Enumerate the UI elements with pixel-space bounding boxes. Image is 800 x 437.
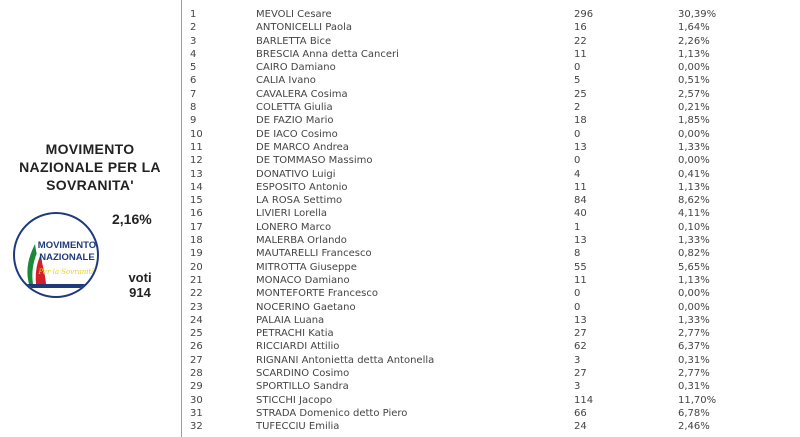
table-row xyxy=(182,8,800,21)
candidate-number: 21 xyxy=(190,274,203,286)
candidate-votes: 13 xyxy=(574,141,587,153)
table-row xyxy=(182,221,800,234)
candidate-percent: 0,82% xyxy=(678,248,710,260)
party-name: MOVIMENTO NAZIONALE PER LA SOVRANITA' xyxy=(19,141,161,193)
candidate-number: 16 xyxy=(190,208,203,220)
table-row xyxy=(182,154,800,167)
candidate-percent: 0,00% xyxy=(678,155,710,167)
candidate-name: MEVOLI Cesare xyxy=(256,9,332,20)
candidate-votes: 1 xyxy=(574,221,581,233)
candidate-percent: 1,33% xyxy=(678,314,710,326)
candidate-votes: 11 xyxy=(574,274,587,286)
candidate-number: 9 xyxy=(190,115,197,127)
candidate-name: SCARDINO Cosimo xyxy=(256,368,350,380)
table-row xyxy=(182,48,800,61)
candidate-votes: 4 xyxy=(574,168,581,180)
table-row xyxy=(182,394,800,407)
candidate-number: 18 xyxy=(190,235,203,247)
candidate-percent: 8,62% xyxy=(678,195,710,207)
candidate-name: COLETTA Giulia xyxy=(256,102,333,114)
candidate-number: 17 xyxy=(190,221,203,233)
logo-text-nazionale: NAZIONALE xyxy=(39,252,95,263)
candidate-votes: 2 xyxy=(574,102,581,114)
candidate-name: NOCERINO Gaetano xyxy=(256,301,356,313)
candidate-name: CALIA Ivano xyxy=(256,75,316,87)
candidate-percent: 2,57% xyxy=(678,88,710,100)
candidate-number: 4 xyxy=(190,48,197,60)
table-row xyxy=(182,35,800,48)
candidate-percent: 1,33% xyxy=(678,141,710,153)
table-row xyxy=(182,141,800,154)
candidate-votes: 27 xyxy=(574,368,587,380)
party-votes xyxy=(120,270,160,300)
candidate-votes: 3 xyxy=(574,381,581,393)
table-row xyxy=(182,61,800,74)
candidate-percent: 0,00% xyxy=(678,62,710,74)
candidate-percent: 6,78% xyxy=(678,407,710,419)
candidate-number: 8 xyxy=(190,102,197,114)
candidate-percent: 0,31% xyxy=(678,354,710,366)
candidate-votes: 0 xyxy=(574,301,581,313)
candidate-percent: 1,85% xyxy=(678,115,710,127)
table-row xyxy=(182,207,800,220)
candidate-percent: 2,26% xyxy=(678,35,710,47)
candidate-name: MONACO Damiano xyxy=(256,274,350,286)
candidate-percent: 0,00% xyxy=(678,288,710,300)
candidate-name: STRADA Domenico detto Piero xyxy=(256,407,408,419)
table-row xyxy=(182,261,800,274)
votes-count: 914 xyxy=(129,285,151,300)
table-row xyxy=(182,327,800,340)
table-row xyxy=(182,74,800,87)
candidate-number: 26 xyxy=(190,341,203,353)
candidate-votes: 8 xyxy=(574,248,581,260)
candidate-number: 27 xyxy=(190,354,203,366)
party-logo xyxy=(13,212,99,298)
table-row xyxy=(182,287,800,300)
candidate-number: 11 xyxy=(190,141,203,153)
candidate-name: MAUTARELLI Francesco xyxy=(256,248,372,260)
candidate-name: TUFECCIU Emilia xyxy=(256,421,340,433)
candidate-name: SPORTILLO Sandra xyxy=(256,381,349,393)
candidate-number: 5 xyxy=(190,62,197,74)
candidate-number: 6 xyxy=(190,75,197,87)
party-logo-image xyxy=(15,214,97,296)
candidate-number: 15 xyxy=(190,195,203,207)
logo-text-movimento: MOVIMENTO xyxy=(37,240,97,251)
candidate-votes: 22 xyxy=(574,35,587,47)
candidate-number: 19 xyxy=(190,248,203,260)
candidate-number: 30 xyxy=(190,394,203,406)
candidate-percent: 1,64% xyxy=(678,22,710,34)
candidate-percent: 0,10% xyxy=(678,221,710,233)
candidate-votes: 3 xyxy=(574,354,581,366)
candidate-name: DE FAZIO Mario xyxy=(256,115,334,127)
candidate-name: PETRACHI Katia xyxy=(256,328,334,340)
candidate-percent: 1,13% xyxy=(678,274,710,286)
candidate-number: 25 xyxy=(190,328,203,340)
candidate-percent: 0,41% xyxy=(678,168,710,180)
candidate-name: DE MARCO Andrea xyxy=(256,141,349,153)
table-row xyxy=(182,234,800,247)
candidate-name: DONATIVO Luigi xyxy=(256,168,336,180)
table-row xyxy=(182,301,800,314)
candidate-votes: 16 xyxy=(574,22,587,34)
candidate-number: 1 xyxy=(190,9,197,20)
candidate-name: LA ROSA Settimo xyxy=(256,195,343,207)
candidate-percent: 4,11% xyxy=(678,208,710,220)
table-row xyxy=(182,114,800,127)
candidate-votes: 66 xyxy=(574,407,587,419)
logo-text-script: Per la Sovranità xyxy=(38,268,96,276)
candidate-name: ANTONICELLI Paola xyxy=(256,22,353,34)
candidate-number: 23 xyxy=(190,301,203,313)
candidate-votes: 40 xyxy=(574,208,587,220)
table-row xyxy=(182,21,800,34)
candidate-number: 32 xyxy=(190,421,203,433)
table-row xyxy=(182,128,800,141)
candidate-name: RICCIARDI Attilio xyxy=(256,341,340,353)
candidate-percent: 0,21% xyxy=(678,102,710,114)
candidate-name: RIGNANI Antonietta detta Antonella xyxy=(256,354,435,366)
candidate-percent: 1,33% xyxy=(678,235,710,247)
candidate-votes: 24 xyxy=(574,421,587,433)
candidate-name: CAIRO Damiano xyxy=(256,62,336,74)
candidate-percent: 11,70% xyxy=(678,394,717,406)
candidate-percent: 1,13% xyxy=(678,48,710,60)
candidate-votes: 18 xyxy=(574,115,587,127)
candidate-number: 12 xyxy=(190,155,203,167)
votes-label: voti xyxy=(128,270,152,285)
candidate-name: CAVALERA Cosima xyxy=(256,88,348,100)
table-row xyxy=(182,340,800,353)
candidate-name: PALAIA Luana xyxy=(256,314,325,326)
candidate-number: 24 xyxy=(190,314,203,326)
candidate-votes: 0 xyxy=(574,62,581,74)
table-row xyxy=(182,194,800,207)
candidate-table xyxy=(182,8,800,434)
candidate-votes: 27 xyxy=(574,328,587,340)
candidate-name: MALERBA Orlando xyxy=(256,235,347,247)
candidate-number: 28 xyxy=(190,368,203,380)
party-percent: 2,16% xyxy=(112,211,152,227)
table-row xyxy=(182,407,800,420)
table-row xyxy=(182,420,800,433)
candidate-votes: 55 xyxy=(574,261,587,273)
candidate-percent: 5,65% xyxy=(678,261,710,273)
table-row xyxy=(182,380,800,393)
candidate-percent: 0,00% xyxy=(678,128,710,140)
candidate-votes: 13 xyxy=(574,235,587,247)
candidate-number: 3 xyxy=(190,35,197,47)
candidate-name: BARLETTA Bice xyxy=(256,35,332,47)
candidate-number: 7 xyxy=(190,88,197,100)
table-row xyxy=(182,247,800,260)
table-row xyxy=(182,88,800,101)
candidate-percent: 30,39% xyxy=(678,9,717,20)
candidate-percent: 2,77% xyxy=(678,368,710,380)
candidate-votes: 62 xyxy=(574,341,587,353)
candidate-number: 14 xyxy=(190,181,203,193)
candidate-name: MITROTTA Giuseppe xyxy=(256,261,357,273)
candidate-number: 22 xyxy=(190,288,203,300)
table-row xyxy=(182,181,800,194)
candidate-votes: 25 xyxy=(574,88,587,100)
candidate-votes: 13 xyxy=(574,314,587,326)
candidate-percent: 6,37% xyxy=(678,341,710,353)
table-row xyxy=(182,367,800,380)
candidate-votes: 114 xyxy=(574,394,594,406)
candidate-name: DE TOMMASO Massimo xyxy=(256,155,373,167)
candidate-number: 29 xyxy=(190,381,203,393)
table-row xyxy=(182,168,800,181)
table-row xyxy=(182,314,800,327)
candidate-votes: 11 xyxy=(574,48,587,60)
party-panel xyxy=(0,0,180,437)
candidate-percent: 0,00% xyxy=(678,301,710,313)
table-row xyxy=(182,101,800,114)
candidate-number: 31 xyxy=(190,407,203,419)
candidate-votes: 0 xyxy=(574,288,581,300)
candidate-name: DE IACO Cosimo xyxy=(256,128,338,140)
candidate-number: 10 xyxy=(190,128,203,140)
candidate-percent: 2,46% xyxy=(678,421,710,433)
candidate-name: MONTEFORTE Francesco xyxy=(256,288,378,300)
candidate-votes: 0 xyxy=(574,128,581,140)
candidate-votes: 296 xyxy=(574,9,594,20)
candidate-name: LONERO Marco xyxy=(256,221,332,233)
candidate-percent: 2,77% xyxy=(678,328,710,340)
candidate-votes: 11 xyxy=(574,181,587,193)
candidate-number: 2 xyxy=(190,22,197,34)
candidate-votes: 5 xyxy=(574,75,581,87)
candidate-percent: 0,51% xyxy=(678,75,710,87)
candidate-number: 20 xyxy=(190,261,203,273)
candidate-percent: 1,13% xyxy=(678,181,710,193)
candidate-number: 13 xyxy=(190,168,203,180)
table-row xyxy=(182,354,800,367)
candidate-name: ESPOSITO Antonio xyxy=(256,181,348,193)
candidate-name: STICCHI Jacopo xyxy=(256,394,333,406)
candidate-name: BRESCIA Anna detta Canceri xyxy=(256,48,399,60)
candidate-percent: 0,31% xyxy=(678,381,710,393)
candidate-name: LIVIERI Lorella xyxy=(256,208,327,220)
candidate-votes: 84 xyxy=(574,195,587,207)
candidate-votes: 0 xyxy=(574,155,581,167)
table-row xyxy=(182,274,800,287)
